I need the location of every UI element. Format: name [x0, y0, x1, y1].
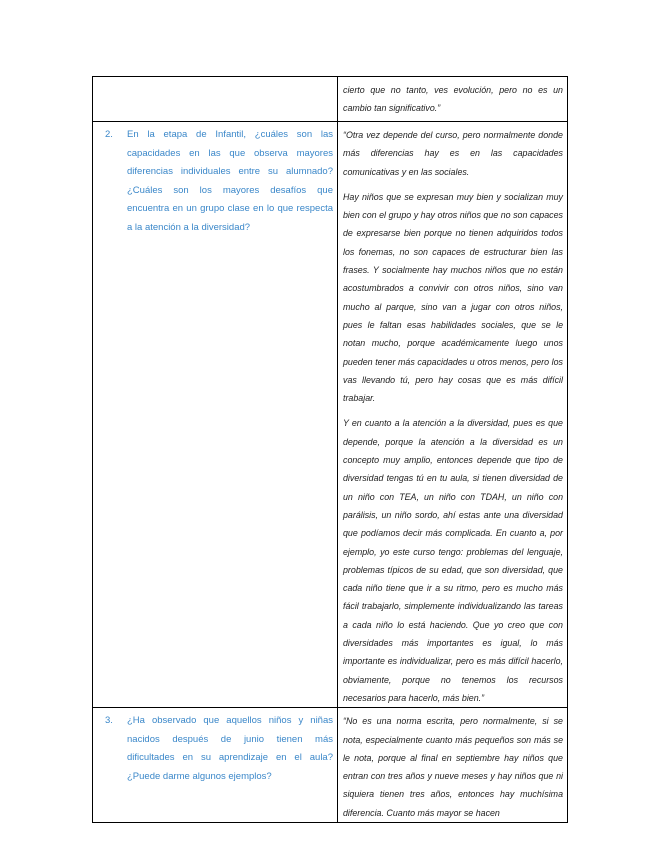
question-cell	[93, 122, 338, 708]
answer-paragraph: “Otra vez depende del curso, pero normalmente donde más diferencias hay es en las capacidades comunicativas y en las sociales.	[343, 130, 563, 177]
question-number: 3.	[105, 715, 113, 727]
table-row	[93, 77, 568, 122]
question-text: En la etapa de Infantil, ¿cuáles son las capacidades en las que observa mayores diferencias individuales entre su alumnado? ¿Cuáles son los mayores desafíos que encuentra en un grupo clase en lo que respecta a la atención a la diversidad?	[127, 129, 333, 233]
question-text: ¿Ha observado que aquellos niños y niñas nacidos después de junio tienen más dificultades en su aprendizaje en el aula? ¿Puede darme algunos ejemplos?	[127, 715, 333, 782]
answer-paragraph: Hay niños que se expresan muy bien y socializan muy bien con el grupo y hay otros niños que no son capaces de expresarse bien porque no tienen adquiridos todos los fonemas, no son capaces de estructurar bien las frases. Y socialmente hay muchos niños que no están acostumbrados a convivir con otros niños, sino van mucho al parque, sino van a jugar con otros niños, pues le faltan esas habilidades sociales, que se le notan mucho, porque académicamente luego unos pueden tener más capacidades u otros menos, pero los vas llevando tú, pero hay cosas que es más difícil trabajar.	[343, 191, 563, 404]
table-row	[93, 122, 568, 708]
answer-cell	[338, 122, 568, 708]
table-row	[93, 708, 568, 823]
interview-table	[92, 76, 568, 823]
answer-cell	[338, 708, 568, 823]
answer-paragraph: Y en cuanto a la atención a la diversidad, pues es que depende, porque la atención a la diversidad es un concepto muy amplio, entonces depende que tipo de diversidad tengas tú en tu aula, si tienen diversidad de un niño con TEA, un niño con TDAH, un niño con parálisis, un niño sordo, ahí estas ante una diversidad que podíamos decir más complicada. En cuanto a, por ejemplo, yo este curso tengo: problemas del lenguaje, problemas típicos de su edad, que son diversidad, que cada niño tiene que ir a su ritmo, pero es mucho más fácil trabajarlo, simplemente individualizando las tareas a cada niño lo está haciendo. Que yo creo que con diversidades más importantes es igual, lo más importante es individualizar, pero es más difícil hacerlo, obviamente, porque no tenemos los recursos necesarios para hacerlo, más bien.”	[343, 418, 563, 703]
question-cell	[93, 77, 338, 122]
answer-paragraph: “No es una norma escrita, pero normalmente, si se nota, especialmente cuanto más pequeños son más se le nota, porque al final en septiembre hay niños que entran con tres años y nueve meses y hay niños que ni siquiera tienen tres años, entonces hay muchísima diferencia. Cuanto más mayor se hacen	[343, 716, 563, 818]
answer-paragraph: cierto que no tanto, ves evolución, pero no es un cambio tan significativo.”	[343, 85, 563, 114]
question-number: 2.	[105, 129, 113, 140]
question-cell	[93, 708, 338, 823]
answer-cell	[338, 77, 568, 122]
